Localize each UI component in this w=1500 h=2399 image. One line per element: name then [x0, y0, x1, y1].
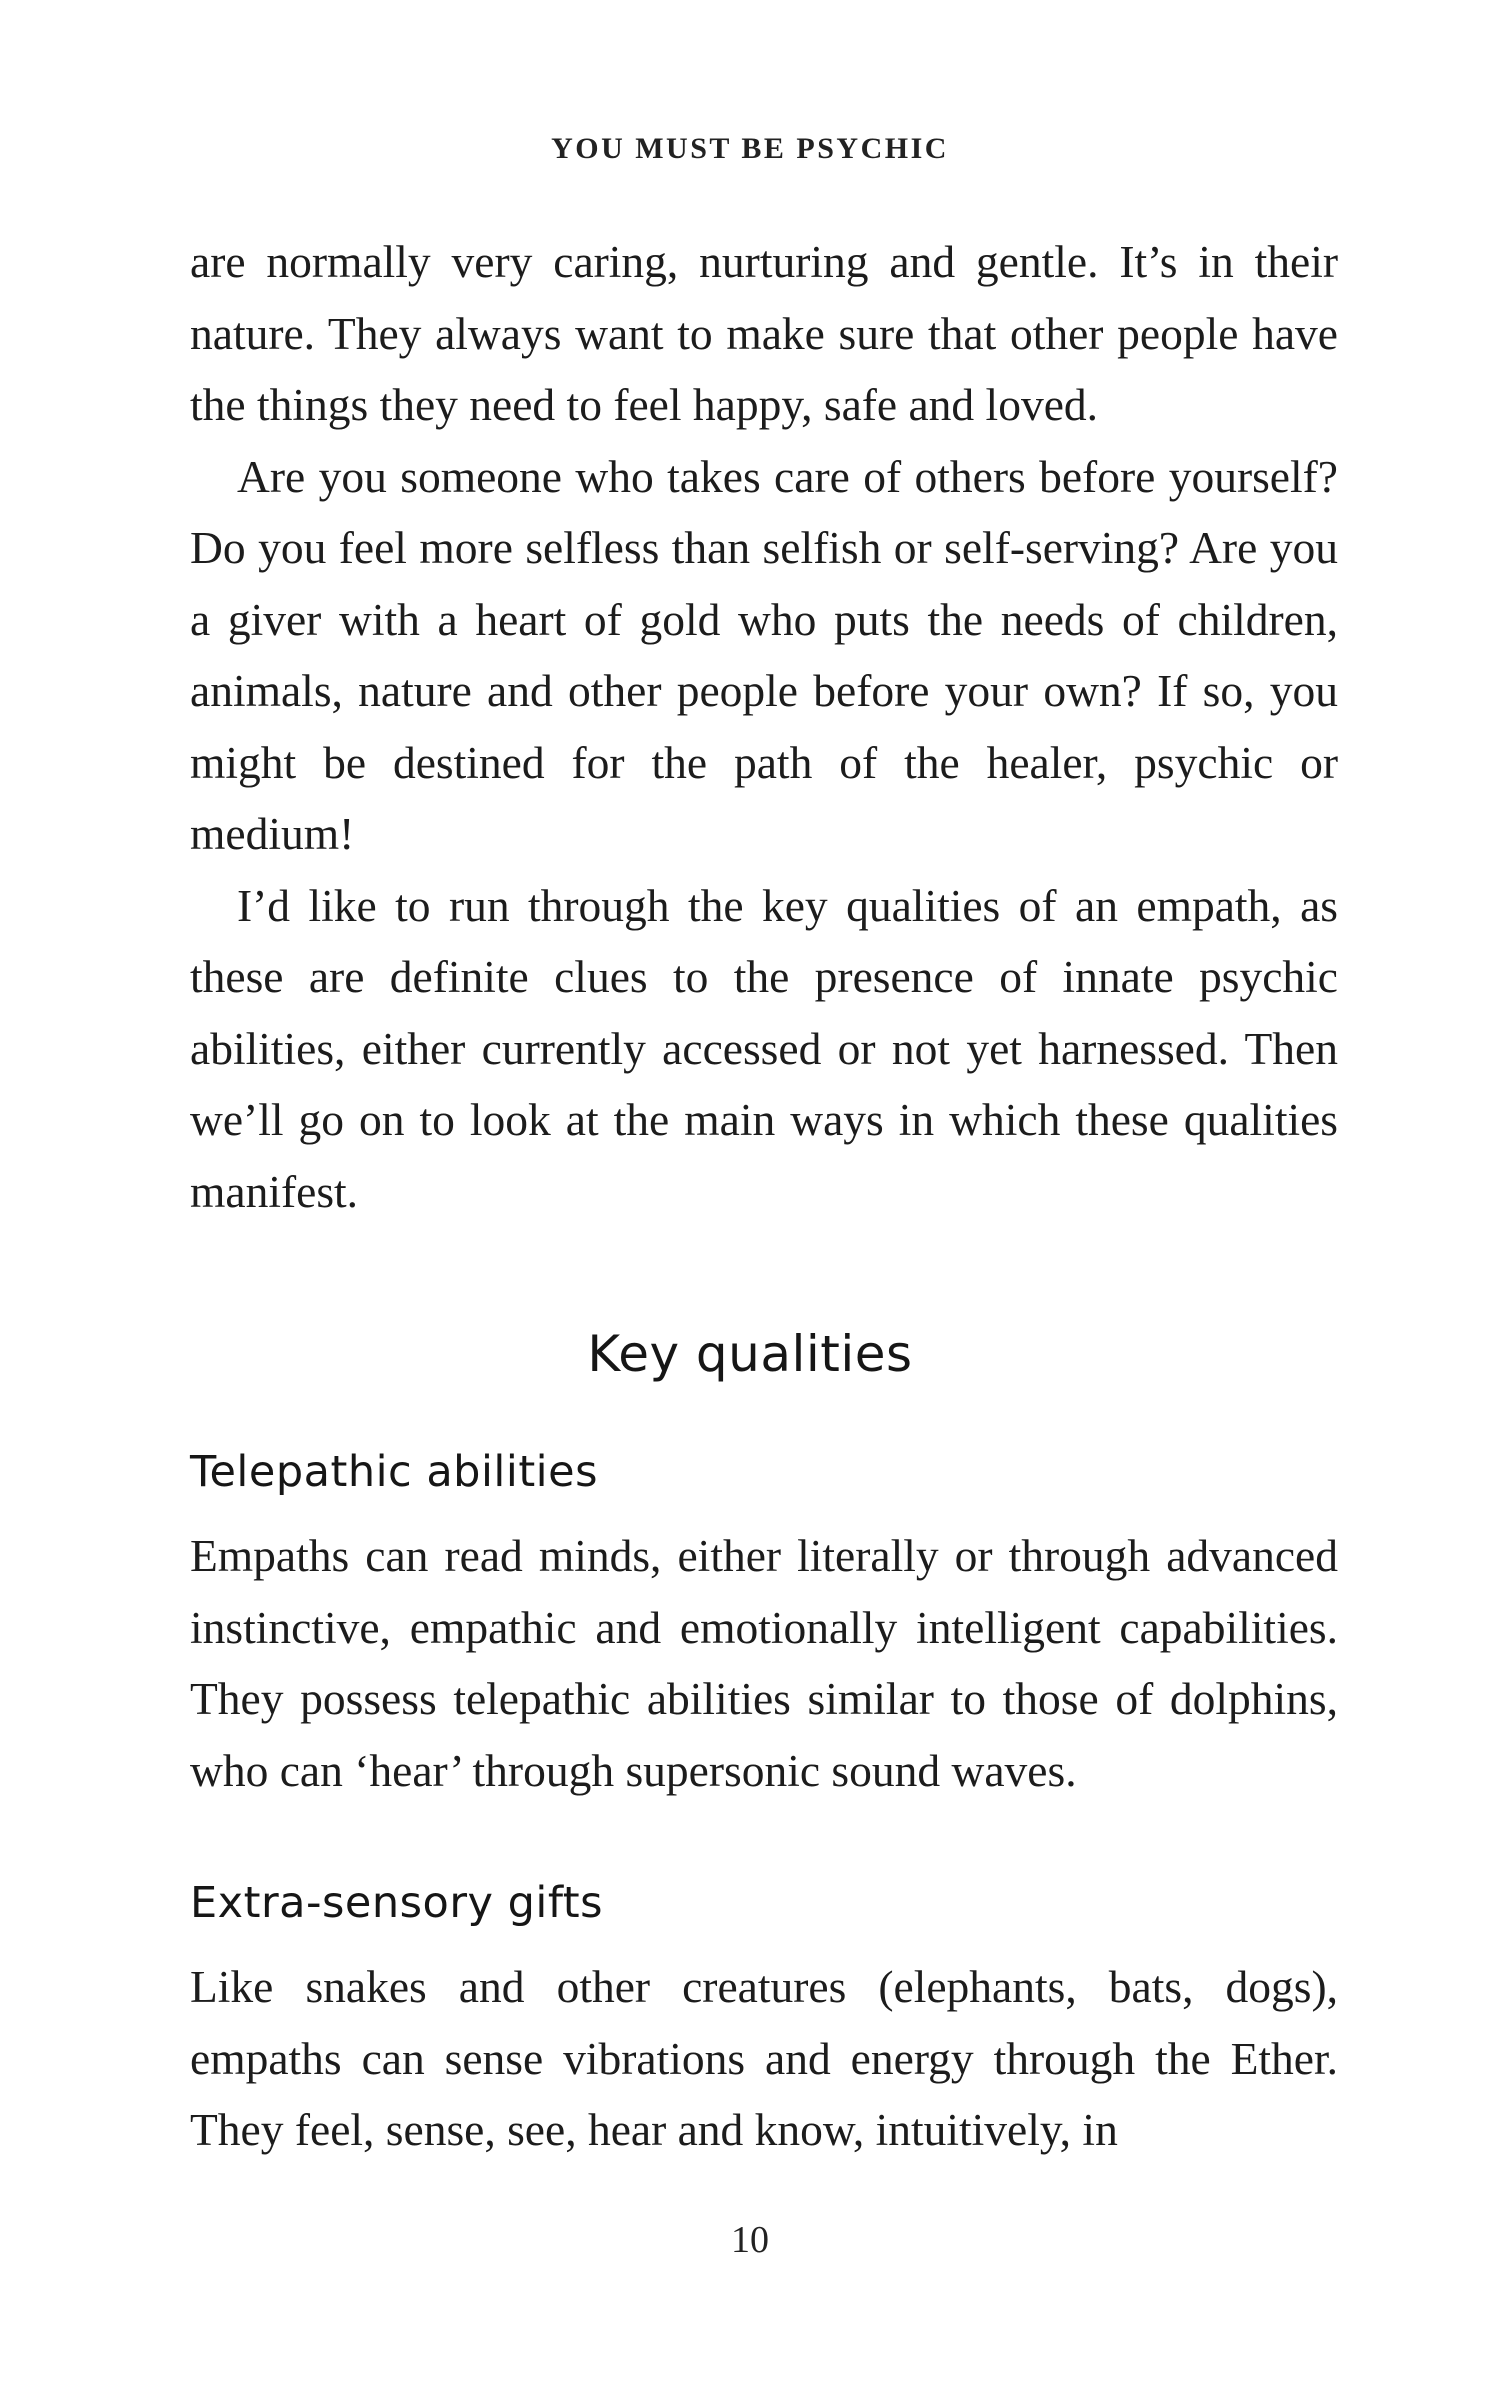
paragraph-extra-sensory: Like snakes and other creatures (elephants, bats, dogs), empaths can sense vibrations and energy through the Ether. They feel, sense, see, hear and know, intuitively, in: [190, 1961, 1338, 2155]
section-title: Key qualities: [587, 1325, 913, 1383]
paragraph-questions: Are you someone who takes care of others before yourself? Do you feel more selfless than selfish or self-serving? Are you a giver with a heart of gold who puts the needs of children, animals, nature and other people before your own? If so, you might be destined for the path of the healer, psychic or medium!: [190, 450, 1338, 859]
running-head: YOU MUST BE PSYCHIC: [551, 132, 949, 165]
body-text-top: [190, 226, 1338, 1227]
paragraph-telepathic: Empaths can read minds, either literally or through advanced instinctive, empathic and emotionally intelligent capabilities. They possess telepathic abilities similar to those of dolphins, who can ‘hear’ through supersonic sound waves.: [190, 1530, 1338, 1796]
body-text-extra-sensory: [190, 1951, 1338, 2166]
body-text-telepathic: [190, 1520, 1338, 1806]
subheading-extra-sensory: Extra-sensory gifts: [190, 1878, 604, 1928]
paragraph-continued: are normally very caring, nurturing and gentle. It’s in their nature. They always want to make sure that other people have the things they need to feel happy, safe and loved.: [190, 236, 1338, 430]
paragraph-intro-qualities: I’d like to run through the key qualities of an empath, as these are definite clues to the presence of innate psychic abilities, either currently accessed or not yet harnessed. Then we’ll go on to look at the main ways in which these qualities manifest.: [190, 879, 1338, 1217]
subheading-telepathic: Telepathic abilities: [190, 1447, 598, 1497]
page-number: 10: [731, 2219, 769, 2261]
